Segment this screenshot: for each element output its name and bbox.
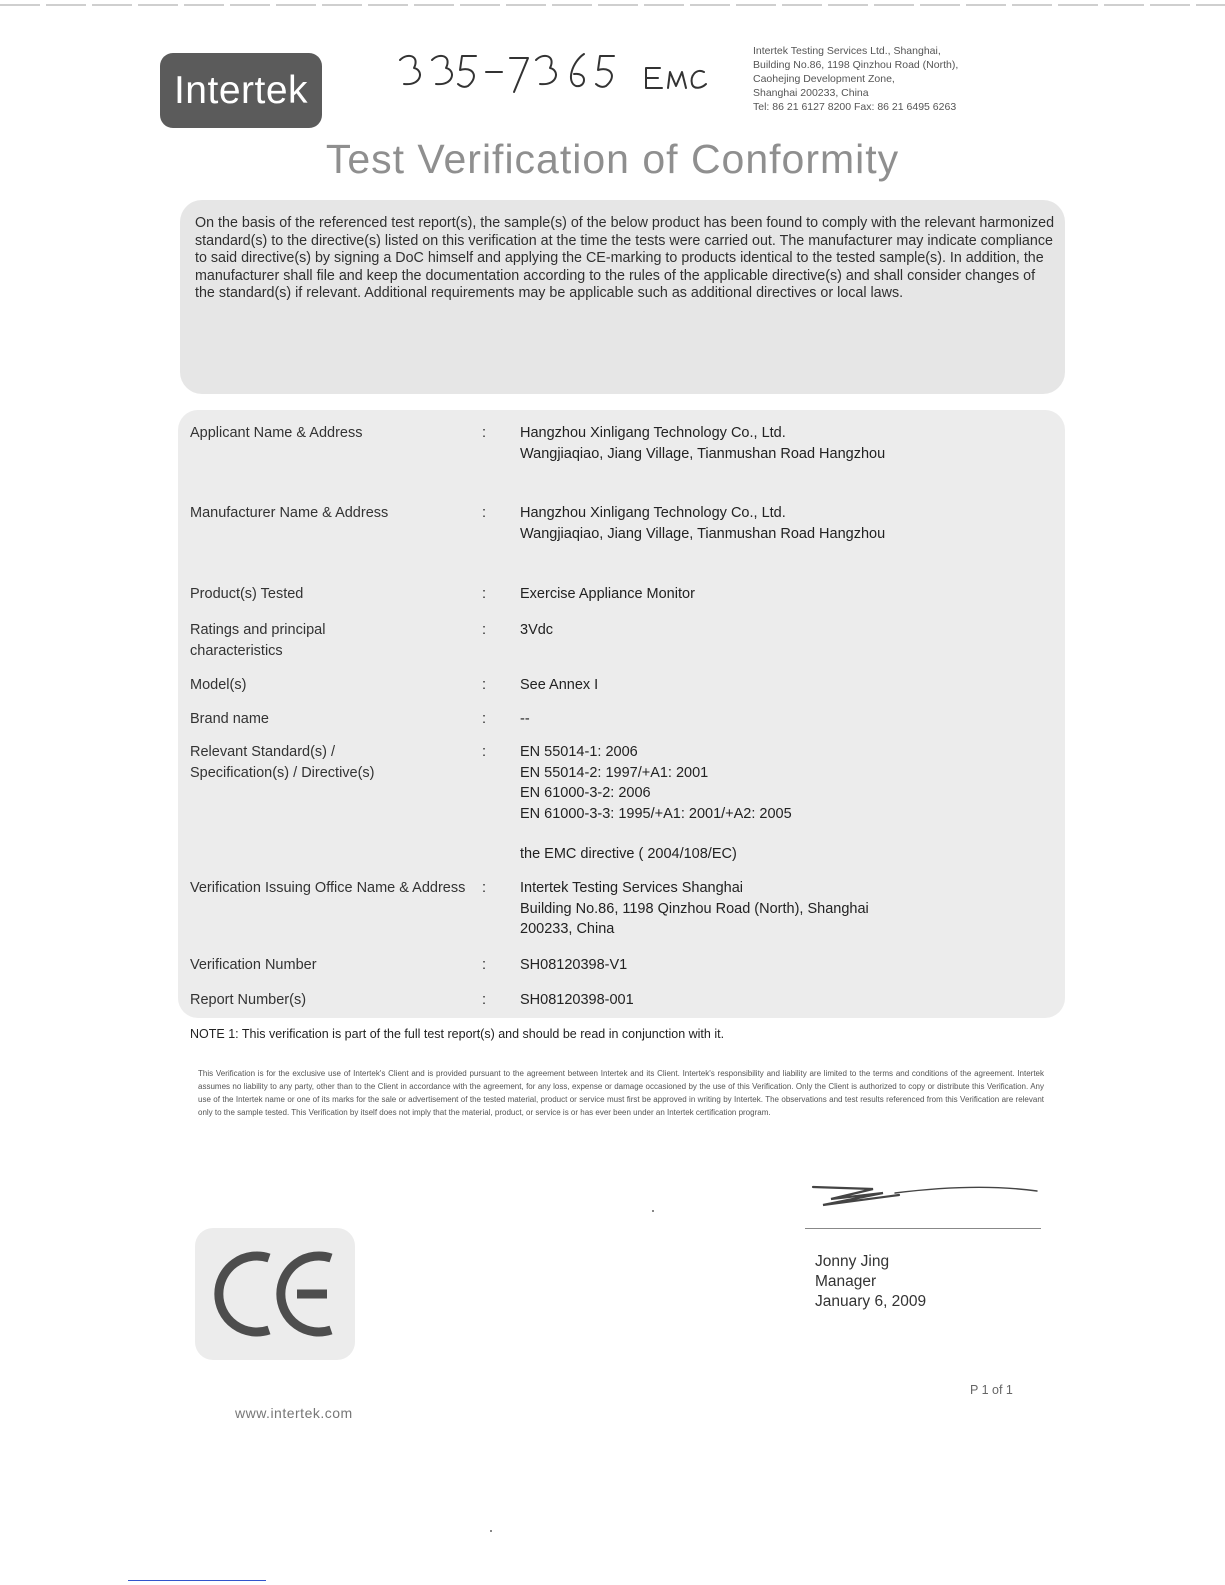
- value-line: 3Vdc: [520, 622, 554, 638]
- value-line: Building No.86, 1198 Qinzhou Road (North), Shanghai: [520, 900, 869, 917]
- office-address: [753, 44, 1053, 114]
- signer-date: January 6, 2009: [815, 1293, 927, 1310]
- field-value: [520, 675, 1060, 696]
- intro-panel: [180, 200, 1065, 394]
- field-label: Model(s): [190, 677, 247, 693]
- field-value: [520, 878, 1060, 940]
- value-line: EN 61000-3-3: 1995/+A1: 2001/+A2: 2005: [520, 805, 792, 822]
- signer-name: Jonny Jing: [815, 1253, 890, 1270]
- value-line: --: [520, 711, 530, 727]
- field-label: Manufacturer Name & Address: [190, 505, 389, 521]
- page-number: P 1 of 1: [970, 1383, 1013, 1397]
- field-label: Brand name: [190, 711, 269, 727]
- field-label: Relevant Standard(s) / Specification(s) / Directive(s): [190, 744, 375, 781]
- address-line: Shanghai 200233, China: [753, 87, 869, 99]
- field-colon: :: [482, 622, 487, 638]
- intro-text: On the basis of the referenced test report(s), the sample(s) of the below product has been found to comply with the relevant harmonized standard(s) to the directive(s) listed on this verification at the time the tests were carried out. The manufacturer may indicate compliance to said directive(s) by signing a DoC himself and applying the CE-marking to products identical to the tested sample(s). In addition, the manufacturer shall file and keep the documentation according to the rules of the applicable directive(s) and shall consider changes of the standard(s) if relevant. Additional requirements may be applicable such as additional directives or local laws.: [195, 215, 1055, 302]
- handwritten-note: [398, 42, 708, 112]
- scan-speck: [490, 1530, 492, 1532]
- value-line: Wangjiaqiao, Jiang Village, Tianmushan Road Hangzhou: [520, 525, 886, 542]
- field-colon: :: [482, 992, 487, 1008]
- field-colon: :: [482, 505, 487, 521]
- field-colon: :: [482, 957, 487, 973]
- field-value: [520, 584, 1060, 605]
- address-line: Caohejing Development Zone,: [753, 73, 895, 85]
- value-line: Intertek Testing Services Shanghai: [520, 880, 744, 896]
- field-colon: :: [482, 586, 487, 602]
- field-value: [520, 990, 1060, 1011]
- field-value: [520, 423, 1060, 464]
- value-spacer: [520, 824, 1060, 844]
- field-colon: :: [482, 880, 487, 896]
- field-colon: :: [482, 744, 487, 760]
- field-colon: :: [482, 677, 487, 693]
- ce-mark: [195, 1228, 355, 1360]
- value-line: Wangjiaqiao, Jiang Village, Tianmushan Road Hangzhou: [520, 445, 886, 462]
- signature-line: [805, 1228, 1041, 1229]
- scan-speck: [652, 1210, 654, 1212]
- signer-role: Manager: [815, 1273, 877, 1290]
- value-line: EN 55014-2: 1997/+A1: 2001: [520, 764, 709, 781]
- field-value: [520, 620, 1060, 641]
- field-colon: :: [482, 425, 487, 441]
- value-line: Hangzhou Xinligang Technology Co., Ltd.: [520, 425, 786, 441]
- value-line: SH08120398-V1: [520, 957, 628, 973]
- value-line: SH08120398-001: [520, 992, 634, 1008]
- top-rule: [0, 4, 1225, 6]
- intertek-logo: Intertek: [160, 53, 322, 128]
- signature-mark: [803, 1175, 1043, 1215]
- field-value: [520, 709, 1060, 730]
- note-text: NOTE 1: This verification is part of the full test report(s) and should be read in conjunction with it.: [190, 1027, 725, 1041]
- address-contact: Tel: 86 21 6127 8200 Fax: 86 21 6495 6263: [753, 101, 957, 113]
- field-label: Ratings and principal characteristics: [190, 622, 326, 659]
- field-label: Applicant Name & Address: [190, 425, 363, 441]
- field-value: [520, 742, 1060, 865]
- value-line: EN 55014-1: 2006: [520, 744, 638, 760]
- field-label: Report Number(s): [190, 992, 307, 1008]
- bottom-underline: [128, 1580, 266, 1581]
- field-colon: :: [482, 711, 487, 727]
- value-line: See Annex I: [520, 677, 599, 693]
- value-line: EN 61000-3-2: 2006: [520, 785, 651, 801]
- field-label: Verification Number: [190, 957, 317, 973]
- website-link[interactable]: www.intertek.com: [235, 1405, 353, 1421]
- ce-mark-icon: [209, 1248, 339, 1340]
- field-label: Verification Issuing Office Name & Address: [190, 880, 466, 896]
- value-line: Exercise Appliance Monitor: [520, 586, 695, 602]
- address-line: Building No.86, 1198 Qinzhou Road (North),: [753, 59, 959, 71]
- value-line: 200233, China: [520, 921, 615, 937]
- field-value: [520, 503, 1060, 544]
- document-title: Test Verification of Conformity: [325, 136, 900, 182]
- address-line: Intertek Testing Services Ltd., Shanghai,: [753, 45, 941, 57]
- disclaimer-text: This Verification is for the exclusive use of Intertek's Client and is provided pursuant to the agreement between Intertek and its Client. Intertek's responsibility and liability are limited to the terms and conditions of the agreement. Intertek assumes no liability to any party, other than to the Client in accordance with the agreement, for any loss, expense or damage occasioned by the use of this Verification. Only the Client is authorized to copy or distribute this Verification. Any use of the Intertek name or one of its marks for the sale or advertisement of the tested material, product or service must first be approved in writing by Intertek. The observations and test results referenced from this Verification are relevant only to the sample tested. This Verification by itself does not imply that the material, product, or service is or has ever been under an Intertek certification program.: [198, 1069, 1044, 1117]
- signer-block: [815, 1252, 926, 1312]
- value-line: the EMC directive ( 2004/108/EC): [520, 846, 737, 862]
- field-label: Product(s) Tested: [190, 586, 304, 602]
- value-line: Hangzhou Xinligang Technology Co., Ltd.: [520, 505, 786, 521]
- field-value: [520, 955, 1060, 976]
